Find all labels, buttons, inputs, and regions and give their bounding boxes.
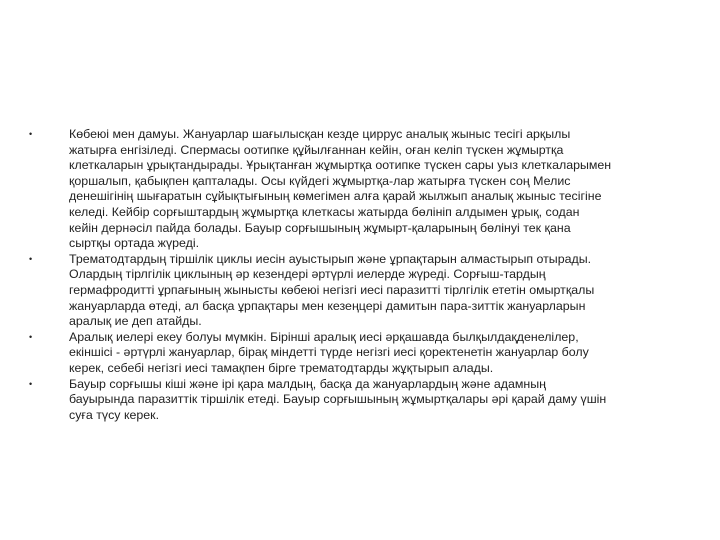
bullet-point-icon: • — [29, 129, 33, 139]
bullet-text: Трематодтардың тіршілік циклы иесін ауыстырып және ұрпақтарын алмастырып отырады. Олардың тірлгілік циклының әр кезендері әртүрлі иелерде жүреді. Сорғыш-тардың гермафродитті ұрпағының жынысты көбеюі негізгі иесі паразитті тірлгілік ететін омыртқалы жануарларда өтеді, ал басқа ұрпақтары мен кезеңцері дамитын пара-зиттік жануарларын аралық ие деп атайды. — [69, 251, 595, 329]
bullet-item-reproduction — [28, 127, 688, 252]
bullet-text: Көбеюі мен дамуы. Жануарлар шағылысқан кезде циррус аналық жыныс тесігі арқылы жатырға енгізіледі. Спермасы оотипке құйылғаннан кейін, оған келіп түскен жұмыртқа клеткаларын ұрықтандырады. Ұрықтанған жұмыртқа оотипке түскен сары уыз клеткаларымен қоршалып, қабықпен қапталады. Осы күйдегі жұмыртқа-лар жатырға түскен соң Мелис денешігінің шығаратын сұйықтығының көмегімен алға қарай жылжып аналық жыныс тесігіне келеді. Кейбір сорғыштардың жұмыртқа клеткасы жатырда бөлініп алдымен ұрық, содан кейін дернәсіл пайда болады. Бауыр сорғышының жұмырт-қаларының бөлінуі тек қана сыртқы ортада жүреді. — [69, 127, 612, 251]
bullet-text: Аралық иелері екеу болуы мүмкін. Бірінші аралық иесі әрқашавда былқылдақденелілер, екіншісі - әртүрлі жануарлар, бірақ міндетті түрде негізгі иесі қоректенетін жануарлар болу керек, себебі негізгі иесі тамақпен бірге трематодтарды жұқтырып алады. — [69, 329, 589, 375]
bullet-list — [28, 127, 688, 423]
bullet-text: Бауыр сорғышы кіші және ірі қара малдың, басқа да жануарлардың және адамның бауырында паразиттік тіршілік етеді. Бауыр сорғышының жұмыртқалары әрі қарай даму үшін суға түсу керек. — [69, 376, 607, 422]
bullet-item-life-cycle — [28, 252, 688, 330]
bullet-item-liver-fluke — [28, 377, 688, 424]
bullet-item-intermediate-hosts — [28, 330, 688, 377]
bullet-point-icon: • — [29, 331, 33, 342]
bullet-point-icon: • — [29, 378, 33, 389]
bullet-point-icon: • — [29, 253, 33, 264]
